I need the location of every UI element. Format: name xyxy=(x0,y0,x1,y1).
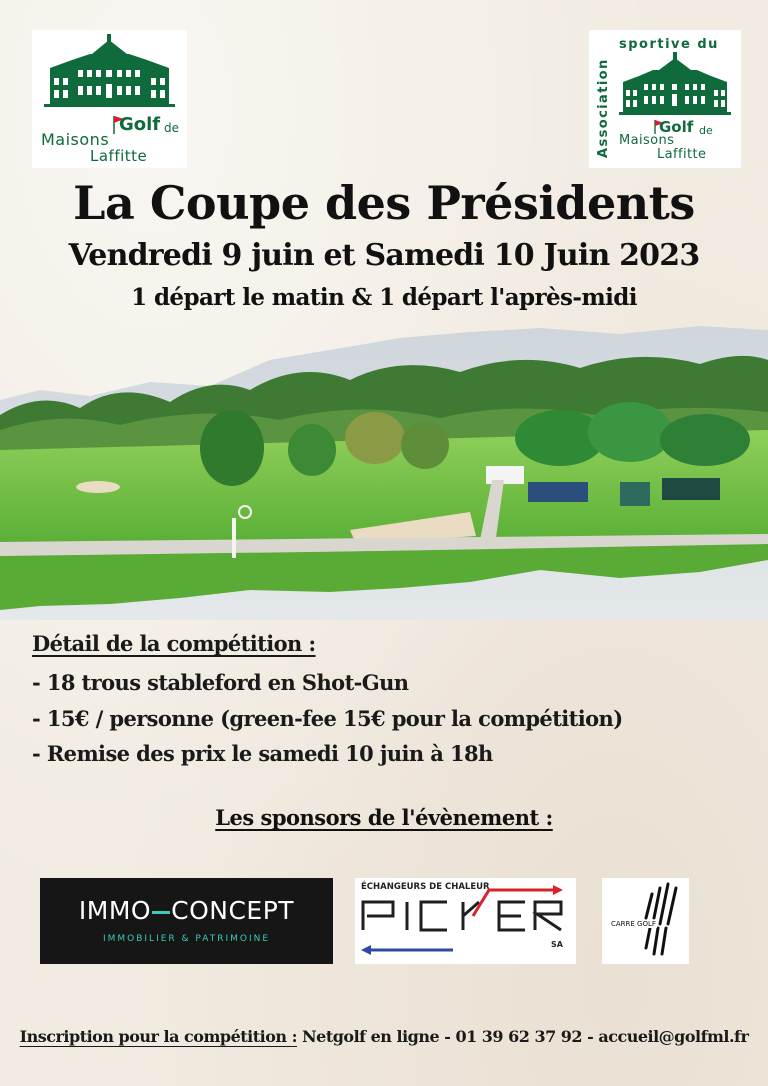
logo-de-word: de xyxy=(699,124,713,137)
registration-footer xyxy=(0,1027,768,1046)
carre-golf-name: CARRE GOLF xyxy=(611,920,656,928)
detail-item-holes: - 18 trous stableford en Shot-Gun xyxy=(32,670,409,695)
sponsor-picker-logo xyxy=(355,878,576,964)
golf-maisons-laffitte-logo xyxy=(32,30,187,168)
logo-maisons-word: Maisons xyxy=(41,130,110,149)
logo-laffitte-word: Laffitte xyxy=(90,147,148,165)
picker-sa: SA xyxy=(551,940,563,949)
detail-item-price: - 15€ / personne (green-fee 15€ pour la compétition) xyxy=(32,706,623,731)
page-title: La Coupe des Présidents xyxy=(73,176,695,230)
logo-laffitte-word: Laffitte xyxy=(657,147,707,162)
logo-golf-word: Golf xyxy=(659,118,694,136)
immo-dash xyxy=(152,911,170,914)
picker-wordmark-icon xyxy=(355,878,576,964)
sponsors-heading: Les sponsors de l'évènement : xyxy=(215,805,553,830)
logo-association-word: Association xyxy=(596,58,611,158)
detail-item-prizes: - Remise des prix le samedi 10 juin à 18h xyxy=(32,741,493,766)
golf-course-photo xyxy=(0,320,768,620)
picker-top-text: ÉCHANGEURS DE CHALEUR xyxy=(361,882,490,892)
immo-tagline: IMMOBILIER & PATRIMOINE xyxy=(102,934,271,944)
registration-text: Netgolf en ligne - 01 39 62 37 92 - accueil@golfml.fr xyxy=(296,1027,749,1046)
immo-name-left: IMMO xyxy=(78,896,152,925)
immo-name-right: CONCEPT xyxy=(171,896,295,925)
sponsor-immo-concept-logo xyxy=(40,878,333,964)
association-sportive-logo xyxy=(589,30,741,168)
sponsor-carre-golf-logo xyxy=(602,878,689,964)
logo-maisons-word: Maisons xyxy=(619,133,675,148)
event-dates: Vendredi 9 juin et Samedi 10 Juin 2023 xyxy=(68,238,700,273)
logo-golf-word: Golf xyxy=(119,114,161,135)
details-heading: Détail de la compétition : xyxy=(32,631,316,656)
registration-label: Inscription pour la compétition : xyxy=(19,1027,297,1046)
logo-sportive-du: sportive du xyxy=(619,37,719,52)
logo-de-word: de xyxy=(164,121,179,135)
event-departures: 1 départ le matin & 1 départ l'après-midi xyxy=(131,284,637,311)
